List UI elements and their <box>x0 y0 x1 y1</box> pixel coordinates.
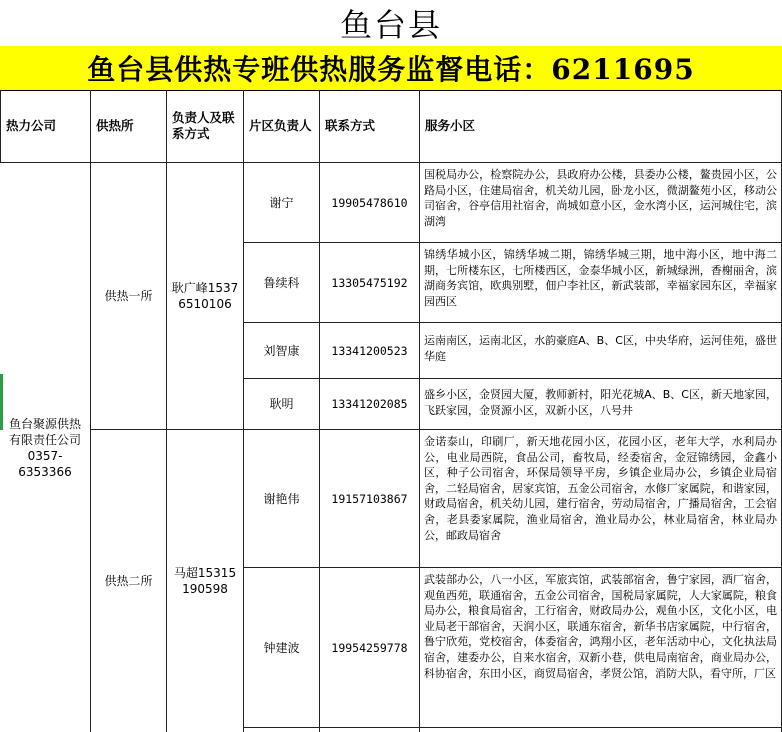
area-manager: 谢艳伟 <box>244 430 320 568</box>
area-manager: 耿明 <box>244 379 320 430</box>
table-row-partial <box>244 728 320 732</box>
service-areas: 金诺泰山，印刷厂，新天地花园小区，花园小区，老年大学，水利局办公，电业局西院，食品公司，畜牧局，经委宿舍，金冠锦绣园，金鑫小区，种子公司宿舍，环保局领导平房，乡镇企业局办公，乡镇企业局宿舍，二轻局宿舍，居家宾馆，五金公司宿舍，水修厂家属院，和谐家园，财政局宿舍，机关幼儿园，建行宿舍，劳动局宿舍，广播局宿舍，工会宿舍，老县委家属院，渔业局宿舍，渔业局办公，林业局宿舍，林业局办公，邮政局宿舍 <box>420 430 782 568</box>
selection-marker <box>0 374 3 430</box>
contact-phone: 19157103867 <box>320 430 420 568</box>
station-2: 供热二所 <box>91 430 167 732</box>
contact-phone: 13341202085 <box>320 379 420 430</box>
header-service-areas: 服务小区 <box>420 90 782 163</box>
contact-phone: 19905478610 <box>320 163 420 243</box>
company-cell: 鱼台聚源供热有限责任公司0357-6353366 <box>0 163 91 732</box>
area-manager: 鲁续科 <box>244 243 320 323</box>
service-areas: 国税局办公，检察院办公，县政府办公楼，县委办公楼，鳌贵园小区，公路局小区，住建局宿舍，机关幼儿园，卧龙小区，微湖鳌苑小区，移动公司宿舍，谷亭信用社宿舍，尚城如意小区，金水湾小区，运河城住宅，滨湖湾 <box>420 163 782 243</box>
header-station: 供热所 <box>91 90 167 163</box>
service-areas: 锦绣华城小区，锦绣华城二期，锦绣华城三期，地中海小区，地中海二期，七所楼东区，七所楼西区，金泰华城小区，新城绿洲，香榭丽舍，滨湖商务宾馆，欧典别墅，佃户李社区，新武装部，幸福家园东区，幸福家园西区 <box>420 243 782 323</box>
contact-phone: 13305475192 <box>320 243 420 323</box>
station-1: 供热一所 <box>91 163 167 430</box>
area-manager: 刘智康 <box>244 323 320 379</box>
header-contact: 联系方式 <box>320 90 420 163</box>
service-areas: 运南南区，运南北区，水韵豪庭A、B、C区，中央华府，运河佳苑，盛世华庭 <box>420 323 782 379</box>
contact-phone: 13341200523 <box>320 323 420 379</box>
supervision-hotline-banner: 鱼台县供热专班供热服务监督电话：6211695 <box>0 46 782 91</box>
station-2-manager: 马超15315190598 <box>167 430 244 732</box>
table-row-partial <box>320 728 420 732</box>
contact-phone: 19954259778 <box>320 568 420 728</box>
header-area-manager: 片区负责人 <box>244 90 320 163</box>
table-row-partial <box>420 728 782 732</box>
header-manager: 负责人及联系方式 <box>167 90 244 163</box>
area-manager: 谢宁 <box>244 163 320 243</box>
service-areas: 武装部办公，八一小区，军旅宾馆，武装部宿舍，鲁宁家园，酒厂宿舍，观鱼西苑，联通宿舍，五金公司宿舍，国税局家属院，人大家属院，粮食局办公，粮食局宿舍，工行宿舍，财政局办公，观鱼小区，文化小区，电业局老干部宿舍，天润小区，联通东宿舍，新华书店家属院，中行宿舍，鲁宁欣苑，党校宿舍，体委宿舍，鸿翔小区，老年活动中心，文化执法局宿舍，建委办公，自来水宿舍，双新小巷，供电局南宿舍，商业局办公，科协宿舍，东田小区，商贸局宿舍，孝贤公馆，消防大队，看守所，厂区 <box>420 568 782 728</box>
header-company: 热力公司 <box>0 90 91 163</box>
service-areas: 盛乡小区，金贤园大厦，教师新村，阳光花城A、B、C区，新天地家园，飞跃家园，金贤源小区，双新小区，八号井 <box>420 379 782 430</box>
sheet-title: 鱼台县 <box>0 0 782 47</box>
station-1-manager: 耿广峰15376510106 <box>167 163 244 430</box>
area-manager: 钟建波 <box>244 568 320 728</box>
